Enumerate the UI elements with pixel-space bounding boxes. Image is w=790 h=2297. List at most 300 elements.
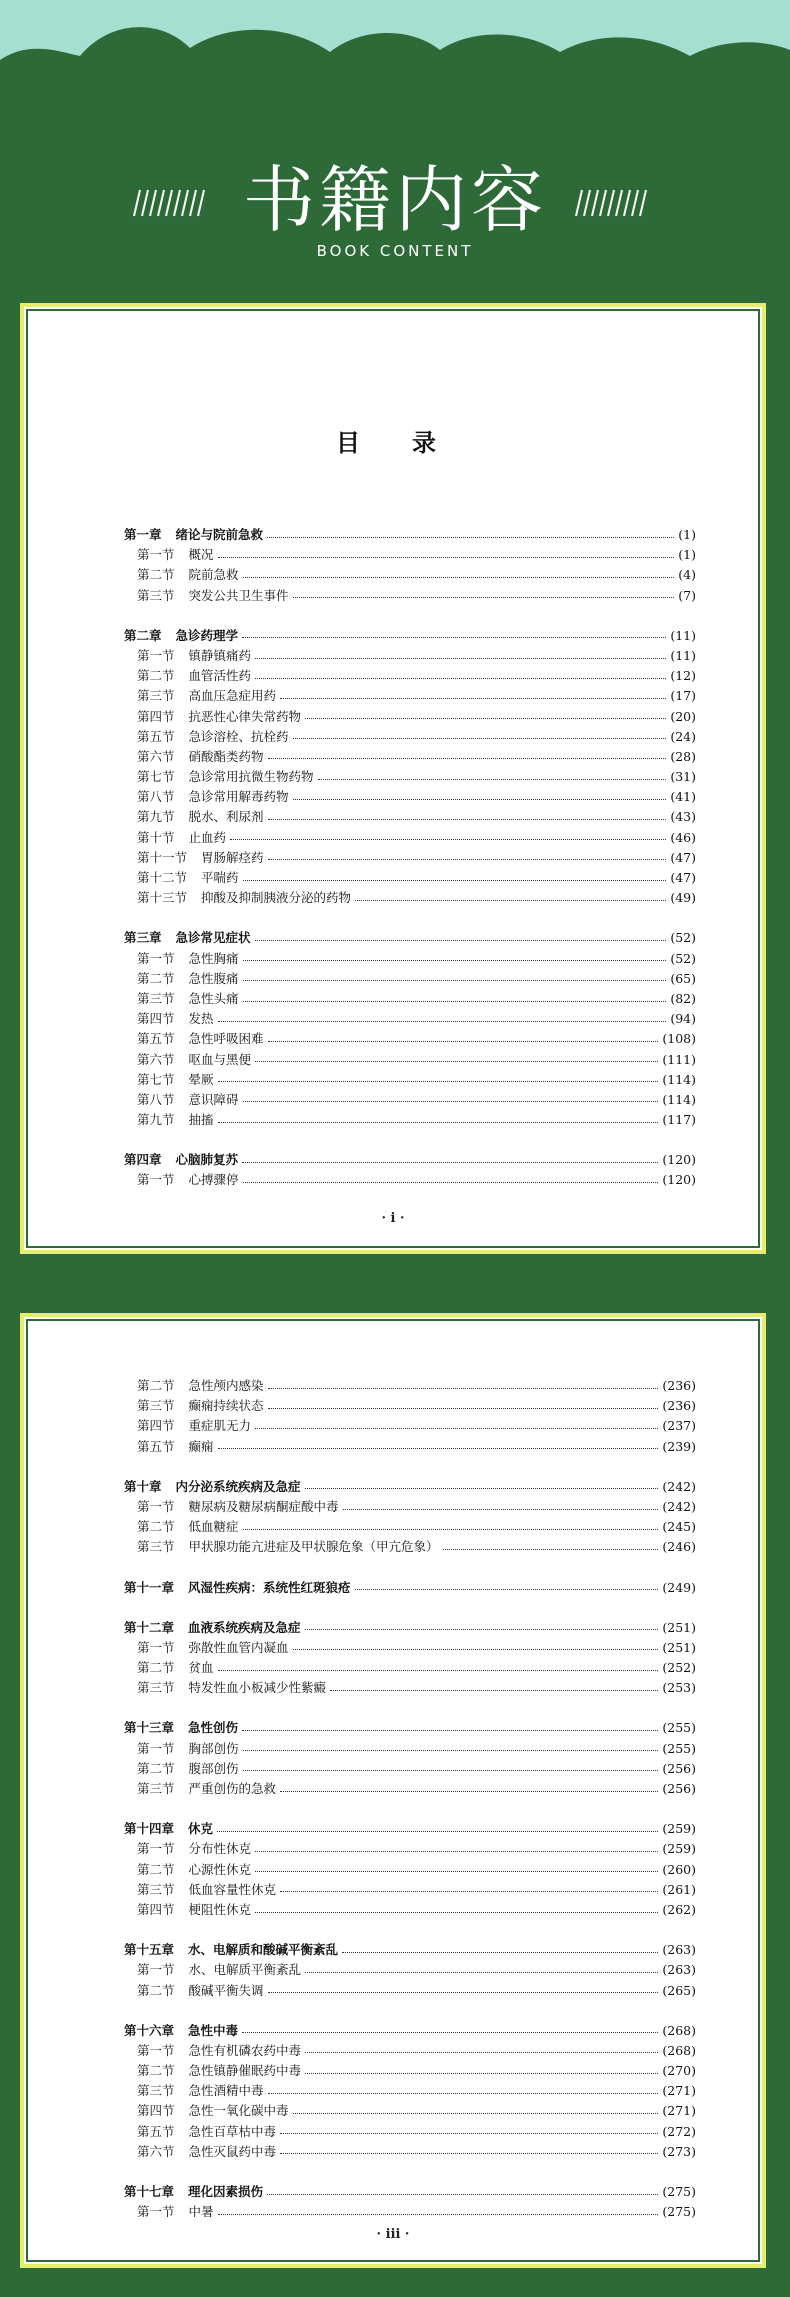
leader-dots xyxy=(330,1690,658,1691)
entry-title: 重症肌无力 xyxy=(188,1418,252,1434)
entry-title: 硝酸酯类药物 xyxy=(188,748,264,764)
hill-decoration xyxy=(0,0,790,120)
entry-page: (259) xyxy=(662,1841,696,1857)
entry-page: (261) xyxy=(662,1881,696,1897)
leader-dots xyxy=(218,1448,659,1449)
entry-number: 第一节 xyxy=(137,950,175,966)
entry-title: 急性胸痛 xyxy=(188,950,239,966)
entry-title: 严重创伤的急救 xyxy=(188,1781,277,1796)
entry-page: (12) xyxy=(670,668,696,684)
toc-section-entry[interactable] xyxy=(124,1029,696,1049)
toc-heading: 目 录 xyxy=(336,428,450,457)
entry-page: (28) xyxy=(670,748,696,764)
toc-section-entry[interactable] xyxy=(124,888,696,908)
entry-title: 抑酸及抑制胰液分泌的药物 xyxy=(201,890,352,906)
entry-page: (120) xyxy=(662,1172,696,1188)
leader-dots xyxy=(218,1081,659,1082)
toc-section-entry[interactable] xyxy=(124,1376,696,1396)
group-spacer xyxy=(124,1130,696,1150)
entry-number: 第十三节 xyxy=(137,890,188,906)
toc-section-entry[interactable] xyxy=(124,949,696,969)
leader-dots xyxy=(355,1589,659,1590)
toc-section-entry[interactable] xyxy=(124,1678,696,1698)
toc-section-entry[interactable] xyxy=(124,1396,696,1416)
leader-dots xyxy=(267,2194,658,2195)
entry-page: (252) xyxy=(662,1660,696,1676)
leader-dots xyxy=(305,2073,658,2074)
entry-number: 第十三章 xyxy=(124,1720,175,1736)
group-spacer xyxy=(124,908,696,928)
entry-page: (253) xyxy=(662,1680,696,1696)
entry-title: 止血药 xyxy=(188,829,227,845)
toc-section-entry[interactable] xyxy=(124,2061,696,2081)
leader-dots xyxy=(242,637,666,638)
entry-title: 晕厥 xyxy=(188,1071,214,1087)
entry-page: (1) xyxy=(678,527,696,542)
entry-title: 血管活性药 xyxy=(188,668,252,684)
entry-page: (265) xyxy=(662,1982,696,1998)
toc-section-entry[interactable] xyxy=(124,2081,696,2101)
toc-section-entry[interactable] xyxy=(124,989,696,1009)
entry-number: 第七节 xyxy=(137,769,175,785)
entry-page: (251) xyxy=(662,1619,696,1635)
leader-dots xyxy=(280,1791,658,1792)
toc-section-entry[interactable] xyxy=(124,1739,696,1759)
entry-number: 第五节 xyxy=(137,2123,175,2139)
toc-section-entry[interactable] xyxy=(124,2101,696,2121)
entry-page: (259) xyxy=(662,1821,696,1837)
entry-page: (82) xyxy=(670,990,696,1006)
toc-section-entry[interactable] xyxy=(124,848,696,868)
entry-title: 胃肠解痉药 xyxy=(201,849,264,865)
toc-section-entry[interactable] xyxy=(124,1090,696,1110)
entry-title: 急性酒精中毒 xyxy=(188,2083,264,2099)
entry-page: (237) xyxy=(662,1418,696,1434)
entry-number: 第二节 xyxy=(137,1760,175,1776)
leader-dots xyxy=(293,1649,659,1650)
entry-page: (260) xyxy=(662,1861,696,1877)
entry-page: (46) xyxy=(670,829,696,845)
group-spacer xyxy=(124,1457,696,1477)
page-subtitle: BOOK CONTENT xyxy=(316,242,474,260)
entry-page: (268) xyxy=(662,2042,696,2058)
entry-page: (65) xyxy=(670,970,696,986)
entry-number: 第二节 xyxy=(137,567,175,583)
leader-dots xyxy=(243,1182,659,1183)
entry-number: 第三章 xyxy=(124,930,162,946)
entry-page: (4) xyxy=(678,567,696,583)
group-spacer xyxy=(124,1598,696,1618)
entry-page: (239) xyxy=(662,1438,696,1454)
group-spacer xyxy=(124,2001,696,2021)
entry-page: (114) xyxy=(662,1071,696,1087)
leader-dots xyxy=(280,2133,658,2134)
toc-list xyxy=(124,1376,696,2222)
toc-chapter-entry[interactable] xyxy=(124,2021,696,2041)
entry-title: 急诊溶栓、抗栓药 xyxy=(188,728,289,744)
toc-section-entry[interactable] xyxy=(124,767,696,787)
entry-title: 胸部创伤 xyxy=(188,1740,239,1756)
toc-chapter-entry[interactable] xyxy=(124,1940,696,1960)
entry-number: 第八节 xyxy=(137,789,175,805)
entry-number: 第三节 xyxy=(137,2083,175,2099)
entry-number: 第二章 xyxy=(124,627,162,643)
entry-title: 脱水、利尿剂 xyxy=(188,809,264,825)
entry-number: 第五节 xyxy=(137,1031,175,1047)
toc-section-entry[interactable] xyxy=(124,1517,696,1537)
leader-dots xyxy=(343,1509,659,1510)
entry-number: 第二节 xyxy=(137,1378,175,1393)
entry-title: 意识障碍 xyxy=(188,1091,239,1107)
entry-title: 甲状腺功能亢进症及甲状腺危象（甲亢危象） xyxy=(188,1539,439,1555)
toc-section-entry[interactable] xyxy=(124,1638,696,1658)
entry-number: 第十二节 xyxy=(137,870,188,885)
toc-section-entry[interactable] xyxy=(124,586,696,606)
entry-number: 第十一节 xyxy=(137,849,188,865)
entry-number: 第十四章 xyxy=(124,1821,175,1837)
entry-title: 糖尿病及糖尿病酮症酸中毒 xyxy=(188,1498,339,1514)
entry-number: 第一节 xyxy=(137,1639,175,1655)
toc-page-1 xyxy=(20,303,766,1254)
entry-page: (262) xyxy=(662,1901,696,1917)
entry-number: 第一节 xyxy=(137,1841,175,1857)
entry-page: (272) xyxy=(662,2123,696,2139)
entry-page: (11) xyxy=(670,627,696,643)
leader-dots xyxy=(267,537,674,538)
toc-section-entry[interactable] xyxy=(124,565,696,585)
entry-title: 休克 xyxy=(188,1821,214,1837)
toc-section-entry[interactable] xyxy=(124,1416,696,1436)
entry-page: (273) xyxy=(662,2143,696,2159)
entry-title: 腹部创伤 xyxy=(188,1760,239,1776)
entry-number: 第四节 xyxy=(137,1418,175,1434)
entry-page: (17) xyxy=(670,688,696,704)
entry-title: 水、电解质和酸碱平衡紊乱 xyxy=(188,1942,339,1958)
entry-number: 第四节 xyxy=(137,1011,175,1027)
toc-section-entry[interactable] xyxy=(124,1960,696,1980)
toc-section-entry[interactable] xyxy=(124,868,696,888)
leader-dots xyxy=(242,1162,658,1163)
toc-section-entry[interactable] xyxy=(124,545,696,565)
entry-title: 急性颅内感染 xyxy=(188,1378,264,1393)
leader-dots xyxy=(218,1670,659,1671)
entry-page: (1) xyxy=(678,547,696,563)
entry-page: (47) xyxy=(670,849,696,865)
entry-number: 第三节 xyxy=(137,990,175,1006)
toc-section-entry[interactable] xyxy=(124,969,696,989)
entry-number: 第一节 xyxy=(137,1962,175,1978)
entry-number: 第八节 xyxy=(137,1091,175,1107)
entry-title: 突发公共卫生事件 xyxy=(188,587,289,603)
leader-dots xyxy=(280,1891,658,1892)
leader-dots xyxy=(280,698,666,699)
leader-dots xyxy=(293,799,667,800)
entry-page: (11) xyxy=(670,647,696,663)
toc-section-entry[interactable] xyxy=(124,2041,696,2061)
entry-number: 第四章 xyxy=(124,1152,162,1168)
toc-chapter-entry[interactable] xyxy=(124,1578,696,1598)
entry-number: 第一节 xyxy=(137,647,175,663)
entry-number: 第五节 xyxy=(137,728,175,744)
toc-chapter-entry[interactable] xyxy=(124,1618,696,1638)
toc-section-entry[interactable] xyxy=(124,807,696,827)
leader-dots xyxy=(255,940,667,941)
leader-dots xyxy=(318,779,667,780)
entry-title: 概况 xyxy=(188,547,214,563)
leader-dots xyxy=(268,1041,659,1042)
toc-section-entry[interactable] xyxy=(124,1110,696,1130)
entry-number: 第六节 xyxy=(137,2143,175,2159)
entry-page: (249) xyxy=(662,1579,696,1595)
toc-section-entry[interactable] xyxy=(124,2202,696,2222)
entry-title: 急诊常用解毒药物 xyxy=(188,789,289,805)
entry-number: 第二节 xyxy=(137,1660,175,1676)
leader-dots xyxy=(255,678,666,679)
toc-section-entry[interactable] xyxy=(124,707,696,727)
entry-page: (114) xyxy=(662,1091,696,1107)
entry-number: 第一节 xyxy=(137,1498,175,1514)
entry-title: 理化因素损伤 xyxy=(188,2184,264,2199)
entry-page: (108) xyxy=(662,1031,696,1047)
page-title: 书籍内容 xyxy=(242,158,547,242)
toc-section-entry[interactable] xyxy=(124,686,696,706)
entry-page: (7) xyxy=(678,587,696,603)
entry-number: 第二节 xyxy=(137,970,175,986)
entry-page: (120) xyxy=(662,1152,696,1168)
entry-page: (251) xyxy=(662,1639,696,1655)
toc-section-entry[interactable] xyxy=(124,2122,696,2142)
entry-page: (24) xyxy=(670,728,696,744)
toc-section-entry[interactable] xyxy=(124,1170,696,1190)
entry-number: 第十章 xyxy=(124,1478,162,1494)
entry-title: 酸碱平衡失调 xyxy=(188,1982,264,1998)
leader-dots xyxy=(293,738,667,739)
toc-section-entry[interactable] xyxy=(124,2142,696,2162)
toc-section-entry[interactable] xyxy=(124,1759,696,1779)
toc-section-entry[interactable] xyxy=(124,1437,696,1457)
toc-section-entry[interactable] xyxy=(124,1537,696,1557)
toc-section-entry[interactable] xyxy=(124,1050,696,1070)
leader-dots xyxy=(255,658,666,659)
entry-title: 抽搐 xyxy=(188,1112,214,1128)
entry-number: 第六节 xyxy=(137,1051,175,1067)
toc-section-entry[interactable] xyxy=(124,646,696,666)
entry-page: (20) xyxy=(670,708,696,724)
group-spacer xyxy=(124,1698,696,1718)
entry-page: (263) xyxy=(662,1962,696,1978)
entry-page: (245) xyxy=(662,1519,696,1535)
leader-dots xyxy=(243,577,675,578)
entry-page: (268) xyxy=(662,2022,696,2038)
entry-title: 低血容量性休克 xyxy=(188,1881,277,1897)
entry-page: (256) xyxy=(662,1760,696,1776)
group-spacer xyxy=(124,2162,696,2182)
entry-number: 第二节 xyxy=(137,668,175,684)
toc-chapter-entry[interactable] xyxy=(124,626,696,646)
toc-section-entry[interactable] xyxy=(124,787,696,807)
entry-number: 第三节 xyxy=(137,587,175,603)
leader-dots xyxy=(243,960,667,961)
leader-dots xyxy=(268,819,667,820)
entry-title: 发热 xyxy=(188,1011,214,1027)
leader-dots xyxy=(268,859,667,860)
entry-number: 第九节 xyxy=(137,1112,175,1128)
leader-dots xyxy=(218,2214,659,2215)
toc-chapter-entry[interactable] xyxy=(124,1718,696,1738)
entry-number: 第一节 xyxy=(137,2042,175,2058)
entry-title: 内分泌系统疾病及急症 xyxy=(175,1478,301,1494)
entry-title: 急性有机磷农药中毒 xyxy=(188,2042,302,2058)
toc-section-entry[interactable] xyxy=(124,1981,696,2001)
slash-decoration-right xyxy=(570,188,650,218)
toc-section-entry[interactable] xyxy=(124,1779,696,1799)
entry-number: 第三节 xyxy=(137,1539,175,1555)
entry-title: 呕血与黑便 xyxy=(188,1051,252,1067)
toc-chapter-entry[interactable] xyxy=(124,1150,696,1170)
entry-title: 急性灭鼠药中毒 xyxy=(188,2143,277,2159)
toc-section-entry[interactable] xyxy=(124,1839,696,1859)
leader-dots xyxy=(243,1750,659,1751)
leader-dots xyxy=(342,1952,658,1953)
entry-page: (236) xyxy=(662,1398,696,1414)
entry-title: 梗阻性休克 xyxy=(188,1901,252,1917)
entry-title: 急诊药理学 xyxy=(175,627,239,643)
toc-list xyxy=(124,525,696,1191)
toc-section-entry[interactable] xyxy=(124,1900,696,1920)
group-spacer xyxy=(124,1558,696,1578)
toc-section-entry[interactable] xyxy=(124,666,696,686)
leader-dots xyxy=(242,2032,658,2033)
toc-section-entry[interactable] xyxy=(124,747,696,767)
toc-section-entry[interactable] xyxy=(124,1860,696,1880)
entry-number: 第十六章 xyxy=(124,2022,175,2038)
entry-number: 第九节 xyxy=(137,809,175,825)
toc-chapter-entry[interactable] xyxy=(124,525,696,545)
entry-page: (270) xyxy=(662,2063,696,2079)
entry-number: 第二节 xyxy=(137,1519,175,1535)
entry-title: 贫血 xyxy=(188,1660,214,1676)
toc-section-entry[interactable] xyxy=(124,1009,696,1029)
entry-number: 第一节 xyxy=(137,1172,175,1188)
toc-section-entry[interactable] xyxy=(124,1497,696,1517)
leader-dots xyxy=(218,557,675,558)
entry-title: 弥散性血管内凝血 xyxy=(188,1639,289,1655)
leader-dots xyxy=(243,1101,659,1102)
entry-title: 水、电解质平衡紊乱 xyxy=(188,1962,302,1978)
entry-title: 急性呼吸困难 xyxy=(188,1031,264,1047)
leader-dots xyxy=(305,1972,658,1973)
entry-number: 第十七章 xyxy=(124,2184,175,2199)
entry-number: 第一章 xyxy=(124,527,162,542)
entry-page: (275) xyxy=(662,2184,696,2199)
leader-dots xyxy=(243,1770,659,1771)
entry-number: 第一节 xyxy=(137,2204,175,2220)
leader-dots xyxy=(243,880,667,881)
toc-chapter-entry[interactable] xyxy=(124,2182,696,2202)
entry-title: 急性镇静催眠药中毒 xyxy=(188,2063,302,2079)
entry-title: 镇静镇痛药 xyxy=(188,647,252,663)
leader-dots xyxy=(255,1912,658,1913)
entry-number: 第三节 xyxy=(137,688,175,704)
entry-number: 第二节 xyxy=(137,2063,175,2079)
toc-section-entry[interactable] xyxy=(124,828,696,848)
entry-page: (31) xyxy=(670,769,696,785)
entry-page: (43) xyxy=(670,809,696,825)
entry-page: (263) xyxy=(662,1942,696,1958)
entry-title: 心搏骤停 xyxy=(188,1172,239,1188)
entry-title: 急性一氧化碳中毒 xyxy=(188,2103,289,2119)
entry-page: (111) xyxy=(662,1051,696,1067)
entry-page: (49) xyxy=(670,890,696,906)
entry-page: (275) xyxy=(662,2204,696,2220)
toc-section-entry[interactable] xyxy=(124,1658,696,1678)
entry-title: 急诊常用抗微生物药物 xyxy=(188,769,314,785)
leader-dots xyxy=(268,1388,659,1389)
entry-title: 急性中毒 xyxy=(188,2022,239,2038)
leader-dots xyxy=(293,2113,659,2114)
entry-title: 中暑 xyxy=(188,2204,214,2220)
toc-section-entry[interactable] xyxy=(124,1070,696,1090)
entry-title: 心脑肺复苏 xyxy=(175,1152,239,1168)
entry-title: 分布性休克 xyxy=(188,1841,252,1857)
leader-dots xyxy=(218,1021,667,1022)
entry-title: 特发性血小板减少性紫癜 xyxy=(188,1680,327,1696)
toc-chapter-entry[interactable] xyxy=(124,928,696,948)
entry-number: 第一节 xyxy=(137,1740,175,1756)
entry-page: (242) xyxy=(662,1478,696,1494)
entry-page: (47) xyxy=(670,870,696,885)
leader-dots xyxy=(230,839,666,840)
entry-number: 第一节 xyxy=(137,547,175,563)
entry-number: 第六节 xyxy=(137,748,175,764)
entry-page: (242) xyxy=(662,1498,696,1514)
entry-title: 高血压急症用药 xyxy=(188,688,277,704)
entry-title: 急性百草枯中毒 xyxy=(188,2123,277,2139)
entry-page: (52) xyxy=(670,950,696,966)
entry-title: 风湿性疾病：系统性红斑狼疮 xyxy=(188,1579,351,1595)
entry-number: 第七节 xyxy=(137,1071,175,1087)
toc-section-entry[interactable] xyxy=(124,1880,696,1900)
leader-dots xyxy=(218,1122,659,1123)
leader-dots xyxy=(243,1529,659,1530)
leader-dots xyxy=(305,2052,658,2053)
page-number: · ⅰ · xyxy=(381,1211,405,1226)
entry-number: 第三节 xyxy=(137,1881,175,1897)
entry-title: 癫痫 xyxy=(188,1438,214,1454)
entry-title: 低血糖症 xyxy=(188,1519,239,1535)
leader-dots xyxy=(268,1992,659,1993)
entry-number: 第四节 xyxy=(137,708,175,724)
leader-dots xyxy=(255,1428,658,1429)
entry-title: 心源性休克 xyxy=(188,1861,252,1877)
leader-dots xyxy=(255,1871,658,1872)
entry-title: 抗恶性心律失常药物 xyxy=(188,708,302,724)
entry-title: 急性腹痛 xyxy=(188,970,239,986)
page-number: · ⅲ · xyxy=(376,2227,410,2242)
leader-dots xyxy=(305,1488,659,1489)
entry-number: 第十节 xyxy=(137,829,175,845)
leader-dots xyxy=(268,758,667,759)
entry-title: 血液系统疾病及急症 xyxy=(188,1619,301,1635)
entry-page: (117) xyxy=(662,1112,696,1128)
leader-dots xyxy=(293,597,675,598)
entry-title: 急性创伤 xyxy=(188,1720,239,1736)
entry-title: 绪论与院前急救 xyxy=(175,527,264,542)
toc-chapter-entry[interactable] xyxy=(124,1477,696,1497)
toc-chapter-entry[interactable] xyxy=(124,1819,696,1839)
toc-section-entry[interactable] xyxy=(124,727,696,747)
leader-dots xyxy=(355,900,666,901)
